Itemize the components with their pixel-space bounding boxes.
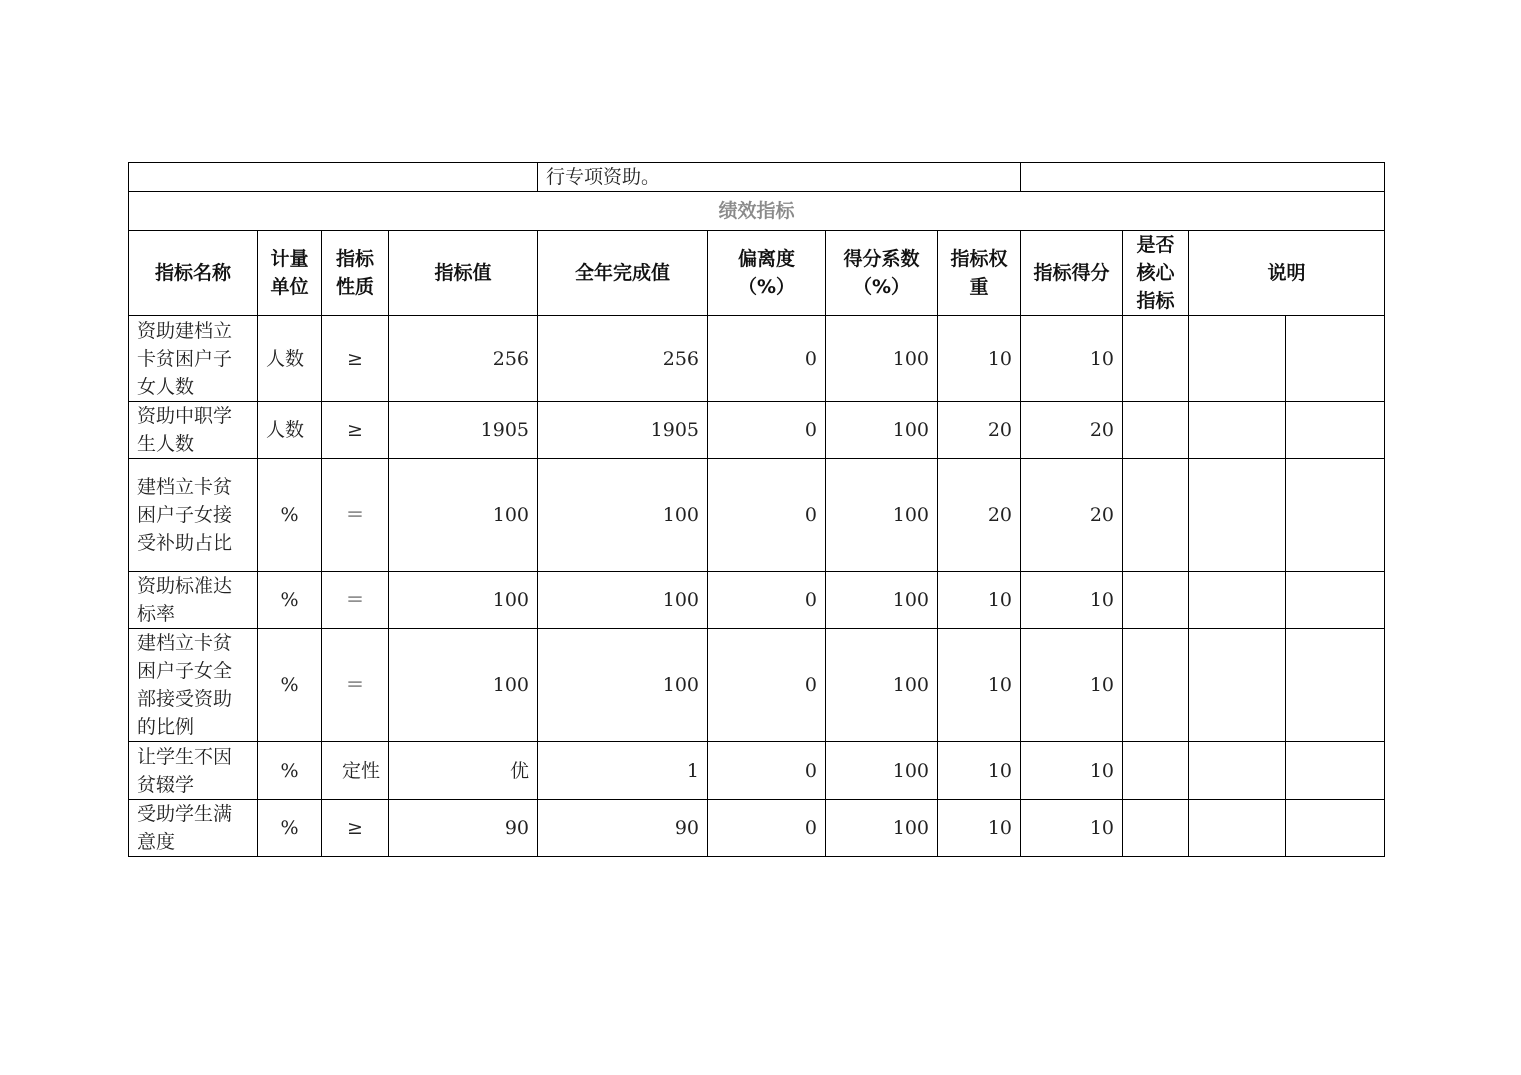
- indicator-name: 让学生不因贫辍学: [129, 742, 258, 800]
- indicator-weight: 10: [938, 572, 1021, 629]
- indicator-nature: 定性: [322, 742, 389, 800]
- indicator-nature: ＝: [322, 629, 389, 742]
- indicator-weight: 10: [938, 316, 1021, 402]
- indicator-score: 10: [1021, 572, 1123, 629]
- header-unit: 计量单位: [258, 231, 322, 316]
- indicator-note-a: [1189, 742, 1286, 800]
- indicator-value: 100: [389, 459, 538, 572]
- indicator-name: 资助中职学生人数: [129, 402, 258, 459]
- indicator-actual: 100: [538, 572, 708, 629]
- indicator-actual: 100: [538, 629, 708, 742]
- indicator-deviation: 0: [708, 316, 826, 402]
- header-note: 说明: [1189, 231, 1385, 316]
- indicator-core: [1123, 629, 1189, 742]
- indicator-note-b: [1286, 629, 1385, 742]
- indicator-coefficient: 100: [826, 459, 938, 572]
- header-actual: 全年完成值: [538, 231, 708, 316]
- indicator-value: 100: [389, 629, 538, 742]
- top-empty-cell: [129, 163, 538, 192]
- indicator-actual: 100: [538, 459, 708, 572]
- header-weight: 指标权重: [938, 231, 1021, 316]
- top-empty-cell-right: [1021, 163, 1385, 192]
- table-row: [129, 742, 1385, 800]
- indicator-unit: %: [258, 459, 322, 572]
- indicator-weight: 10: [938, 800, 1021, 857]
- indicator-note-b: [1286, 800, 1385, 857]
- header-core: 是否核心指标: [1123, 231, 1189, 316]
- indicator-score: 10: [1021, 316, 1123, 402]
- indicator-deviation: 0: [708, 402, 826, 459]
- indicator-nature: ≥: [322, 316, 389, 402]
- header-name: 指标名称: [129, 231, 258, 316]
- indicator-note-b: [1286, 459, 1385, 572]
- indicator-coefficient: 100: [826, 316, 938, 402]
- indicator-core: [1123, 402, 1189, 459]
- indicator-unit: %: [258, 742, 322, 800]
- indicator-note-a: [1189, 572, 1286, 629]
- indicator-value: 优: [389, 742, 538, 800]
- indicator-actual: 256: [538, 316, 708, 402]
- indicator-value: 1905: [389, 402, 538, 459]
- indicator-core: [1123, 316, 1189, 402]
- indicator-name: 建档立卡贫困户子女全部接受资助的比例: [129, 629, 258, 742]
- indicator-name: 资助标准达标率: [129, 572, 258, 629]
- indicator-name: 受助学生满意度: [129, 800, 258, 857]
- indicator-value: 256: [389, 316, 538, 402]
- indicator-coefficient: 100: [826, 629, 938, 742]
- indicator-note-a: [1189, 800, 1286, 857]
- indicator-name: 建档立卡贫困户子女接受补助占比: [129, 459, 258, 572]
- indicator-unit: 人数: [258, 402, 322, 459]
- indicator-actual: 1: [538, 742, 708, 800]
- table-row: [129, 316, 1385, 402]
- indicator-deviation: 0: [708, 742, 826, 800]
- indicator-unit: 人数: [258, 316, 322, 402]
- indicator-core: [1123, 742, 1189, 800]
- top-continuation-row: [129, 163, 1385, 192]
- header-nature: 指标性质: [322, 231, 389, 316]
- table-row: [129, 572, 1385, 629]
- indicator-value: 100: [389, 572, 538, 629]
- performance-indicator-table: [128, 162, 1385, 857]
- indicator-deviation: 0: [708, 459, 826, 572]
- indicator-actual: 90: [538, 800, 708, 857]
- indicator-weight: 20: [938, 459, 1021, 572]
- indicator-deviation: 0: [708, 572, 826, 629]
- indicator-value: 90: [389, 800, 538, 857]
- header-row: [129, 231, 1385, 316]
- indicator-coefficient: 100: [826, 800, 938, 857]
- indicator-core: [1123, 459, 1189, 572]
- header-coefficient: 得分系数（%）: [826, 231, 938, 316]
- indicator-coefficient: 100: [826, 572, 938, 629]
- table-row: [129, 629, 1385, 742]
- top-text-cell: 行专项资助。: [538, 163, 1021, 192]
- indicator-weight: 10: [938, 742, 1021, 800]
- header-value: 指标值: [389, 231, 538, 316]
- indicator-weight: 10: [938, 629, 1021, 742]
- indicator-unit: %: [258, 572, 322, 629]
- indicator-nature: ≥: [322, 800, 389, 857]
- indicator-score: 20: [1021, 402, 1123, 459]
- indicator-deviation: 0: [708, 629, 826, 742]
- indicator-name: 资助建档立卡贫困户子女人数: [129, 316, 258, 402]
- indicator-score: 10: [1021, 629, 1123, 742]
- indicator-note-b: [1286, 572, 1385, 629]
- indicator-score: 10: [1021, 800, 1123, 857]
- indicator-note-a: [1189, 316, 1286, 402]
- indicator-weight: 20: [938, 402, 1021, 459]
- header-deviation: 偏离度（%）: [708, 231, 826, 316]
- indicator-core: [1123, 572, 1189, 629]
- indicator-note-a: [1189, 459, 1286, 572]
- indicator-coefficient: 100: [826, 742, 938, 800]
- indicator-actual: 1905: [538, 402, 708, 459]
- indicator-unit: %: [258, 800, 322, 857]
- indicator-score: 20: [1021, 459, 1123, 572]
- indicator-note-b: [1286, 742, 1385, 800]
- table-row: [129, 800, 1385, 857]
- indicator-unit: %: [258, 629, 322, 742]
- indicator-nature: ≥: [322, 402, 389, 459]
- table-row: [129, 459, 1385, 572]
- indicator-core: [1123, 800, 1189, 857]
- indicator-note-b: [1286, 316, 1385, 402]
- table-row: [129, 402, 1385, 459]
- indicator-note-a: [1189, 629, 1286, 742]
- indicator-nature: ＝: [322, 572, 389, 629]
- section-title: 绩效指标: [129, 192, 1385, 231]
- indicator-nature: ＝: [322, 459, 389, 572]
- indicator-note-b: [1286, 402, 1385, 459]
- indicator-deviation: 0: [708, 800, 826, 857]
- header-score: 指标得分: [1021, 231, 1123, 316]
- indicator-coefficient: 100: [826, 402, 938, 459]
- indicator-note-a: [1189, 402, 1286, 459]
- indicator-score: 10: [1021, 742, 1123, 800]
- section-title-row: [129, 192, 1385, 231]
